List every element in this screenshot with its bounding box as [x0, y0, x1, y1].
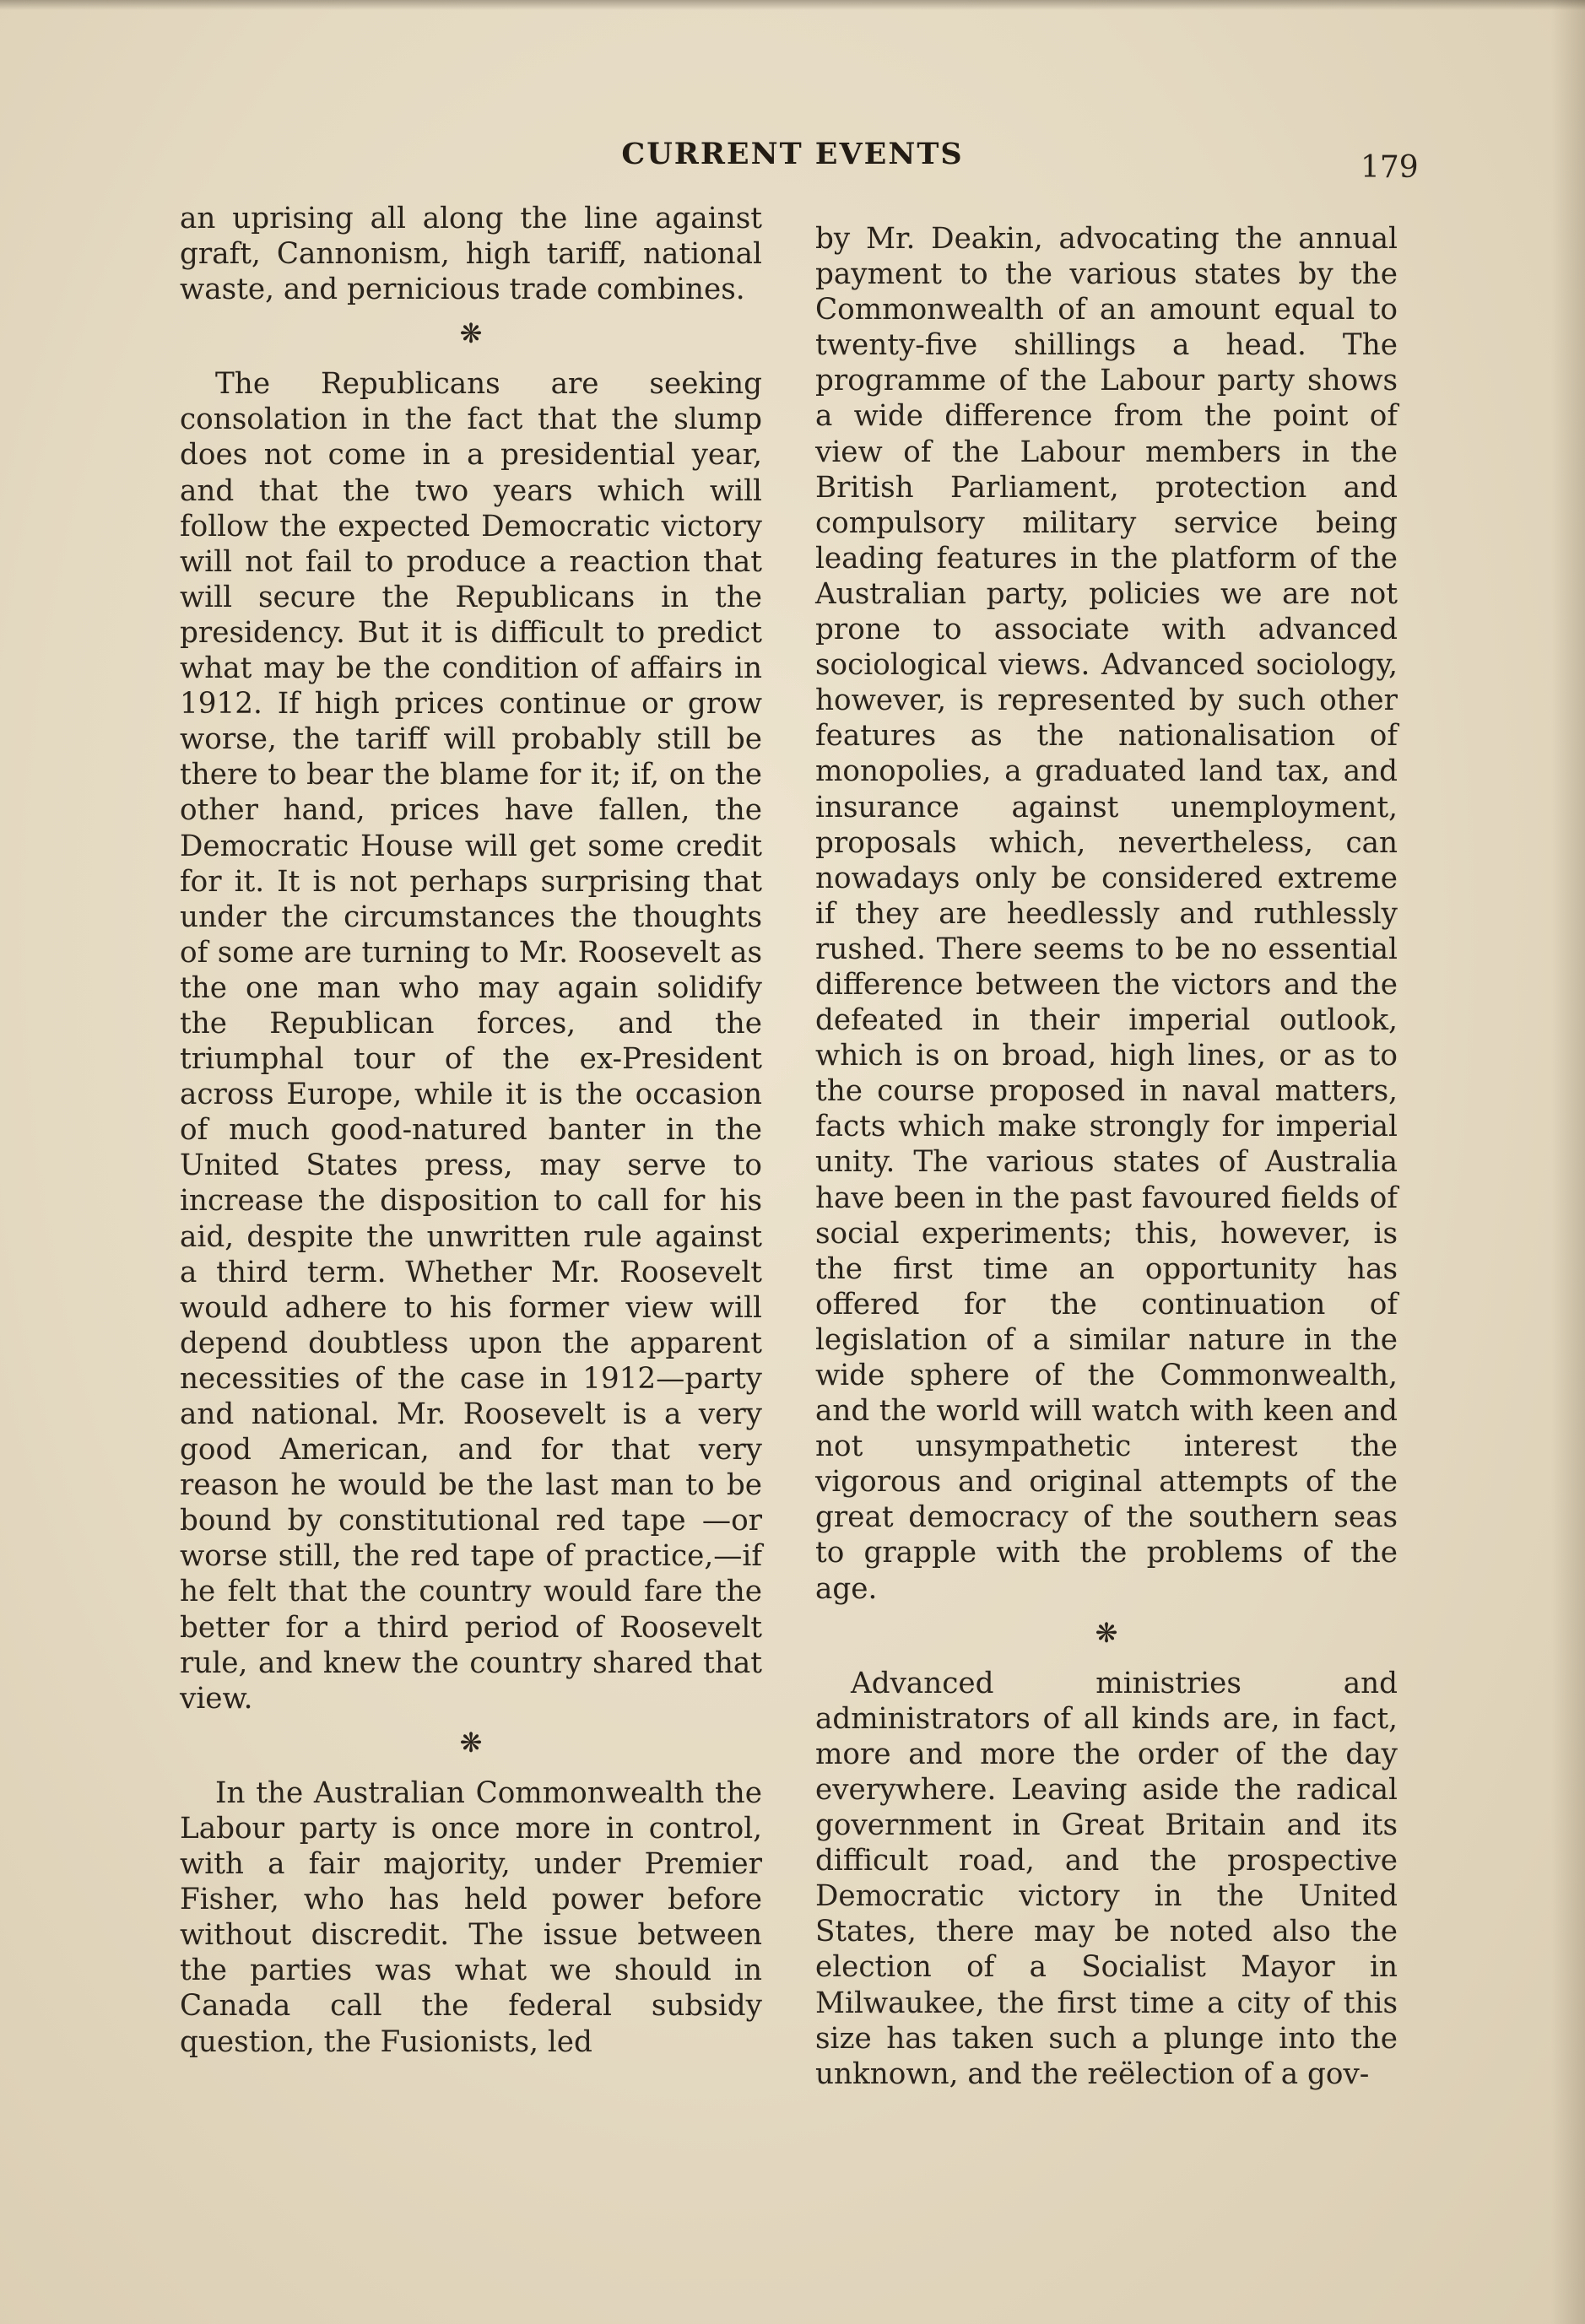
spine-shadow [1551, 0, 1585, 2324]
page-number: 179 [1361, 150, 1419, 185]
right-paragraph-2: Advanced ministries and administrators of all kinds are, in fact, more and more the order of the day everywhere. Leaving aside the radical government in Great Britain and its difficult road, and the prospective Democratic victory in the United States, there may be noted also the election of a Socialist Mayor in Milwaukee, the first time a city of this size has taken such a plunge into the unknown, and the reëlection of a gov- [815, 1666, 1398, 2091]
running-head: CURRENT EVENTS [621, 137, 964, 171]
left-paragraph-1: an uprising all along the line against graft, Cannonism, high tariff, national waste, and pernicious trade combines. [180, 202, 762, 307]
section-ornament-icon: ❋ [1095, 1616, 1118, 1649]
left-paragraph-3: In the Australian Commonwealth the Labour party is once more in control, with a fair majority, under Premier Fisher, who has held power before without discredit. The issue between the parties was what we should in Canada call the federal subsidy question, the Fusionists, led [180, 1775, 762, 2059]
right-column [815, 221, 1398, 2092]
page-top-edge [0, 0, 1585, 10]
left-column [180, 201, 762, 2060]
section-ornament-icon: ❋ [459, 317, 483, 350]
left-paragraph-2: The Republicans are seeking consolation in the fact that the slump does not come in a presidential year, and that the two years which will follow the expected Democratic victory will not fail to produce a reaction that will secure the Republicans in the presidency. But it is difficult to predict what may be the condition of affairs in 1912. If high prices continue or grow worse, the tariff will probably still be there to bear the blame for it; if, on the other hand, prices have fallen, the Democratic House will get some credit for it. It is not perhaps surprising that under the circumstances the thoughts of some are turning to Mr. Roosevelt as the one man who may again solidify the Republican forces, and the triumphal tour of the ex-President across Europe, while it is the occasion of much good-natured banter in the United States press, may serve to increase the disposition to call for his aid, despite the unwritten rule against a third term. Whether Mr. Roosevelt would adhere to his former view will depend doubtless upon the apparent necessities of the case in 1912—party and national. Mr. Roosevelt is a very good American, and for that very reason he would be the last man to be bound by constitutional red tape —or worse still, the red tape of practice,—if he felt that the country would fare the better for a third period of Roosevelt rule, and knew the country shared that view. [180, 367, 762, 1716]
section-ornament-icon: ❋ [459, 1726, 483, 1759]
right-paragraph-1: by Mr. Deakin, advocating the annual payment to the various states by the Commonwealth of an amount equal to twenty-five shillings a head. The programme of the Labour party shows a wide difference from the point of view of the Labour members in the British Parliament, protection and compulsory military service being leading features in the platform of the Australian party, policies we are not prone to associate with advanced sociological views. Advanced sociology, however, is represented by such other features as the nationalisation of monopolies, a graduated land tax, and insurance against unemployment, proposals which, nevertheless, can nowadays only be considered extreme if they are heedlessly and ruthlessly rushed. There seems to be no essential difference between the victors and the defeated in their imperial outlook, which is on broad, high lines, or as to the course proposed in naval matters, facts which make strongly for imperial unity. The various states of Australia have been in the past favoured fields of social experiments; this, however, is the first time an opportunity has offered for the continuation of legislation of a similar nature in the wide sphere of the Commonwealth, and the world will watch with keen and not unsympathetic interest the vigorous and original attempts of the great democracy of the southern seas to grapple with the problems of the age. [815, 222, 1398, 1606]
